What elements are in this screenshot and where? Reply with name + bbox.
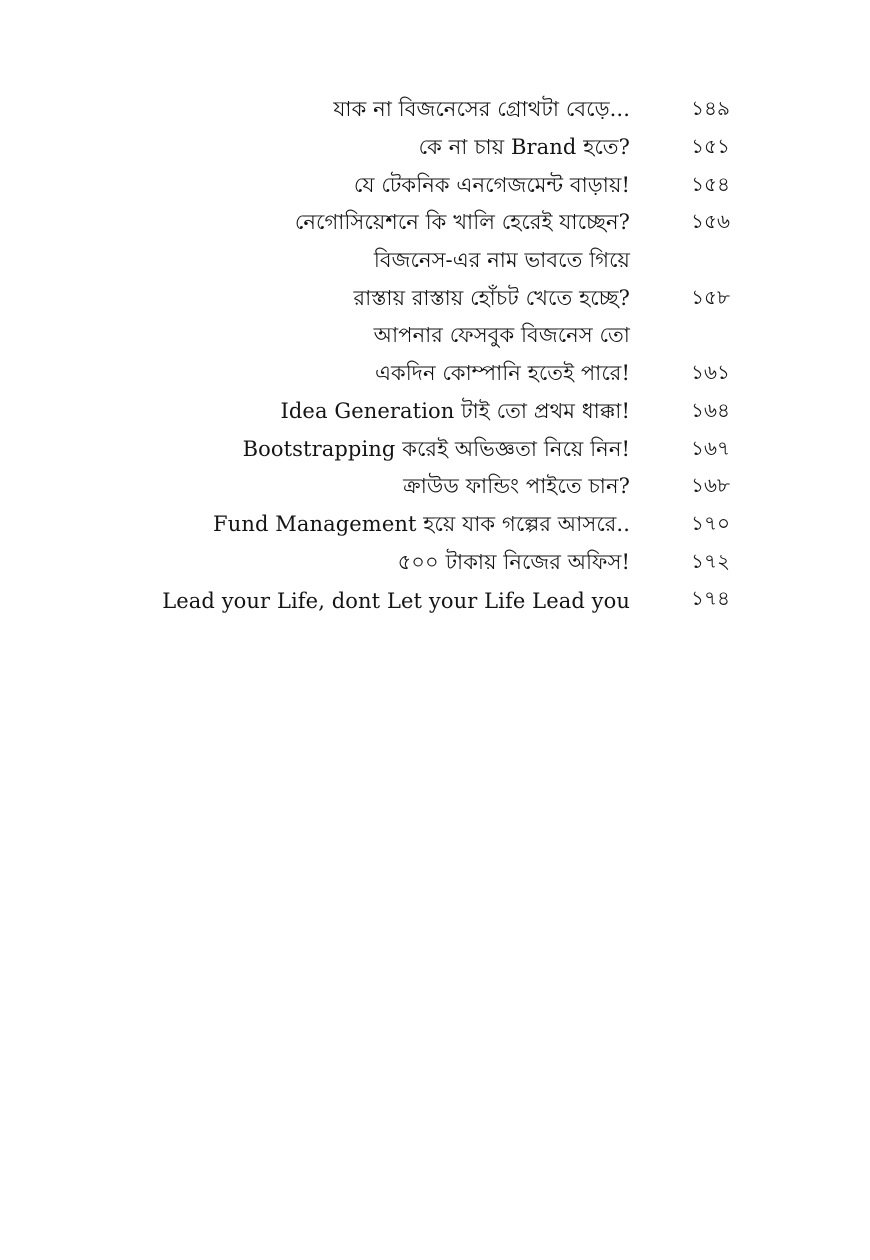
toc-entry [140, 544, 740, 582]
toc-entry [140, 582, 740, 620]
toc-entry-page: ১৫৬ [691, 209, 730, 234]
toc-entry-page: ১৪৯ [691, 96, 730, 121]
toc-entry-title: ৫০০ টাকায় নিজের অফিস! [397, 549, 630, 574]
toc-entry [140, 92, 740, 130]
toc-entry-page: ১৬৭ [691, 435, 730, 460]
toc-entry [140, 431, 740, 469]
toc-entry-page: ১৭৪ [691, 586, 730, 611]
toc-entry-title: Idea Generation টাই তো প্রথম ধাক্কা! [280, 398, 630, 423]
toc-entry-page: ১৬১ [691, 360, 730, 385]
toc-entry-page: ১৫৪ [691, 171, 730, 196]
toc-entry [140, 243, 740, 281]
toc-entry-page: ১৭০ [691, 510, 730, 535]
toc-entry [140, 280, 740, 318]
toc-entry-page: ১৬৮ [691, 473, 730, 498]
toc-entry-title: Lead your Life, dont Let your Life Lead you [162, 588, 630, 613]
toc-entry-page: ১৫৮ [691, 284, 730, 309]
toc-entry-title: রাস্তায় রাস্তায় হোঁচট খেতে হচ্ছে? [353, 285, 630, 310]
toc-entry-title: ক্রাউড ফান্ডিং পাইতে চান? [403, 474, 630, 499]
toc-entry [140, 130, 740, 168]
toc-entry-page: ১৬৪ [691, 397, 730, 422]
toc-entry-title: Fund Management হয়ে যাক গল্পের আসরে.. [213, 511, 630, 536]
toc-entry-title: বিজনেস-এর নাম ভাবতে গিয়ে [373, 248, 630, 273]
toc-entry [140, 318, 740, 356]
toc-entry-title: কে না চায় Brand হতে? [418, 135, 630, 160]
toc-entry-page: ১৫১ [691, 134, 730, 159]
table-of-contents [140, 92, 740, 620]
toc-entry-title: আপনার ফেসবুক বিজনেস তো [373, 323, 630, 348]
toc-entry [140, 394, 740, 432]
toc-entry [140, 167, 740, 205]
toc-entry [140, 205, 740, 243]
toc-entry [140, 507, 740, 545]
toc-entry-title: নেগোসিয়েশনে কি খালি হেরেই যাচ্ছেন? [294, 210, 630, 235]
toc-entry [140, 356, 740, 394]
toc-entry-page: ১৭২ [691, 548, 730, 573]
toc-entry-title: যে টেকনিক এনগেজমেন্ট বাড়ায়! [353, 172, 630, 197]
toc-entry-title: একদিন কোম্পানি হতেই পারে! [374, 361, 630, 386]
toc-entry-title: Bootstrapping করেই অভিজ্ঞতা নিয়ে নিন! [242, 436, 630, 461]
toc-entry [140, 469, 740, 507]
toc-entry-title: যাক না বিজনেসের গ্রোথটা বেড়ে... [333, 97, 630, 122]
